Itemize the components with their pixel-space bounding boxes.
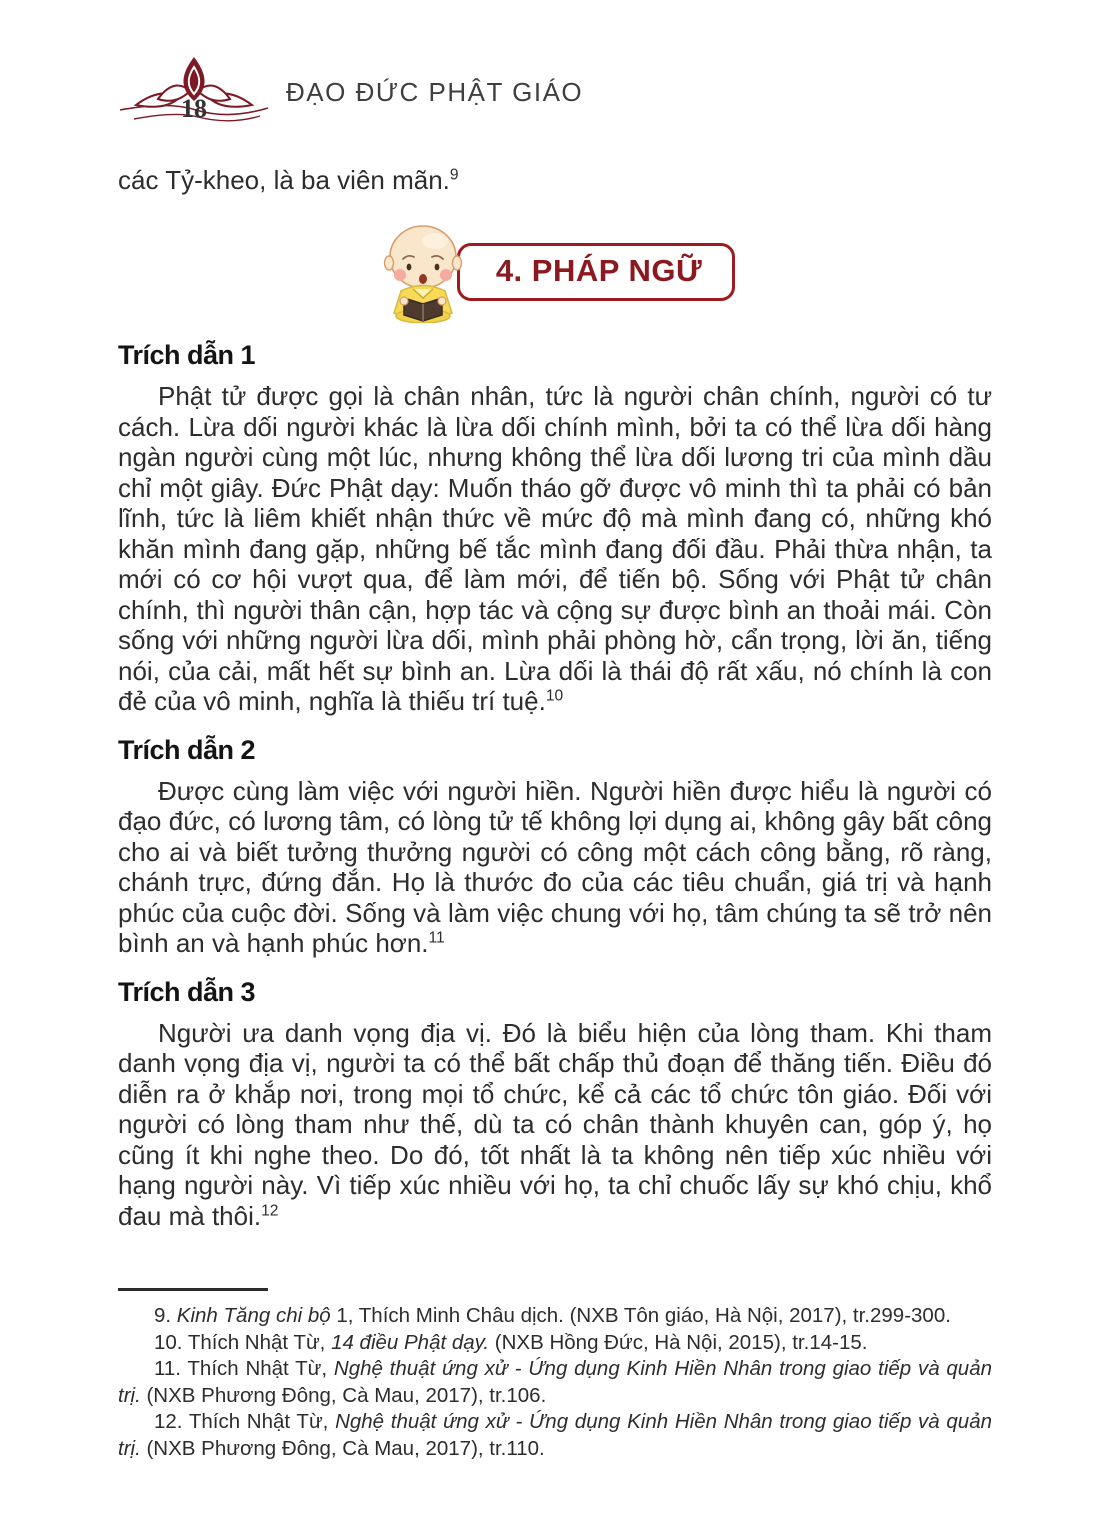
quote-text: Người ưa danh vọng địa vị. Đó là biểu hiện của lòng tham. Khi tham danh vọng địa vị, người ta có thể bất chấp thủ đoạn để thăng tiến. Điều đó diễn ra ở khắp nơi, trong mọi tổ chức, kể cả các tổ chức tôn giáo. Đối với người có lòng tham như thế, dù ta có chân thành khuyên can, góp ý, họ cũng ít khi nghe theo. Do đó, tốt nhất là ta không nên tiếp xúc nhiều với hạng người này. Vì tiếp xúc nhiều với họ, ta chỉ chuốc lấy sự khó chịu, khổ đau mà thôi. (118, 1017, 992, 1231)
quote-paragraph (118, 1018, 992, 1232)
running-header (118, 55, 992, 135)
footnote-item: 12. Thích Nhật Từ, Nghệ thuật ứng xử - Ứng dụng Kinh Hiền Nhân trong giao tiếp và quản trị. (NXB Phương Đông, Cà Mau, 2017), tr.110. (118, 1410, 992, 1460)
quotes-section (118, 340, 992, 1231)
quote-paragraph (118, 776, 992, 959)
quote-heading: Trích dẫn 3 (118, 976, 256, 1007)
section-badge-label: 4. PHÁP NGỮ (457, 243, 735, 301)
quote-block (118, 735, 992, 959)
quote-block (118, 340, 992, 717)
footnotes-section (118, 1288, 992, 1462)
quote-heading: Trích dẫn 2 (118, 734, 256, 765)
monk-mascot-icon (375, 221, 471, 328)
footnote-item: 9. Kinh Tăng chi bộ 1, Thích Minh Châu dịch. (NXB Tôn giáo, Hà Nội, 2017), tr.299-300. (154, 1304, 951, 1327)
footnote-item: 11. Thích Nhật Từ, Nghệ thuật ứng xử - Ứng dụng Kinh Hiền Nhân trong giao tiếp và quản trị. (NXB Phương Đông, Cà Mau, 2017), tr.106. (118, 1357, 992, 1407)
footnotes-list (118, 1303, 992, 1462)
quote-text: Được cùng làm việc với người hiền. Người hiền được hiểu là người có đạo đức, có lương tâm, có lòng tử tế không lợi dụng ai, không gây bất công cho ai và biết tưởng thưởng người có công một cách công bằng, rõ ràng, chánh trực, đứng đắn. Họ là thước đo của các tiêu chuẩn, giá trị và hạnh phúc của cuộc đời. Sống và làm việc chung với họ, tâm chúng ta sẽ trở nên bình an và hạnh phúc hơn. (118, 775, 992, 958)
section-badge-row (118, 222, 992, 322)
lotus-page-number-icon (118, 53, 270, 138)
page-number: 18 (181, 93, 207, 123)
footnote-ref: 11 (428, 929, 445, 947)
section-badge-group (375, 217, 735, 328)
intro-text: các Tỷ-kheo, là ba viên mãn. (118, 165, 450, 195)
footnote-ref: 12 (261, 1201, 279, 1219)
running-header-title: ĐẠO ĐỨC PHẬT GIÁO (286, 76, 584, 107)
intro-paragraph (118, 165, 992, 196)
footnote-ref: 10 (545, 687, 564, 705)
quote-block (118, 977, 992, 1232)
quote-paragraph (118, 381, 992, 717)
quote-text: Phật tử được gọi là chân nhân, tức là người chân chính, người có tư cách. Lừa dối người khác là lừa dối chính mình, bởi ta có thể lừa dối hàng ngàn người cùng một lúc, nhưng không thể lừa dối lương tri của mình dầu chỉ một giây. Đức Phật dạy: Muốn tháo gỡ được vô minh thì ta phải có bản lĩnh, tức là liêm khiết nhận thức về mức độ mà mình đang có, những khó khăn mình đang gặp, những bế tắc mình đang đối đầu. Phải thừa nhận, ta mới có cơ hội vượt qua, để làm mới, để tiến bộ. Sống với Phật tử chân chính, thì người thân cận, hợp tác và cộng sự được bình an thoải mái. Còn sống với những người lừa dối, mình phải phòng hờ, cẩn trọng, lời ăn, tiếng nói, của cải, mất hết sự bình an. Lừa dối là thái độ rất xấu, nó chính là con đẻ của vô minh, nghĩa là thiếu trí tuệ. (118, 381, 992, 716)
footnote-item: 10. Thích Nhật Từ, 14 điều Phật dạy. (NXB Hồng Đức, Hà Nội, 2015), tr.14-15. (154, 1330, 868, 1354)
footnote-ref-9: 9 (449, 166, 459, 184)
quote-heading: Trích dẫn 1 (118, 340, 256, 370)
footnote-divider (118, 1288, 268, 1291)
